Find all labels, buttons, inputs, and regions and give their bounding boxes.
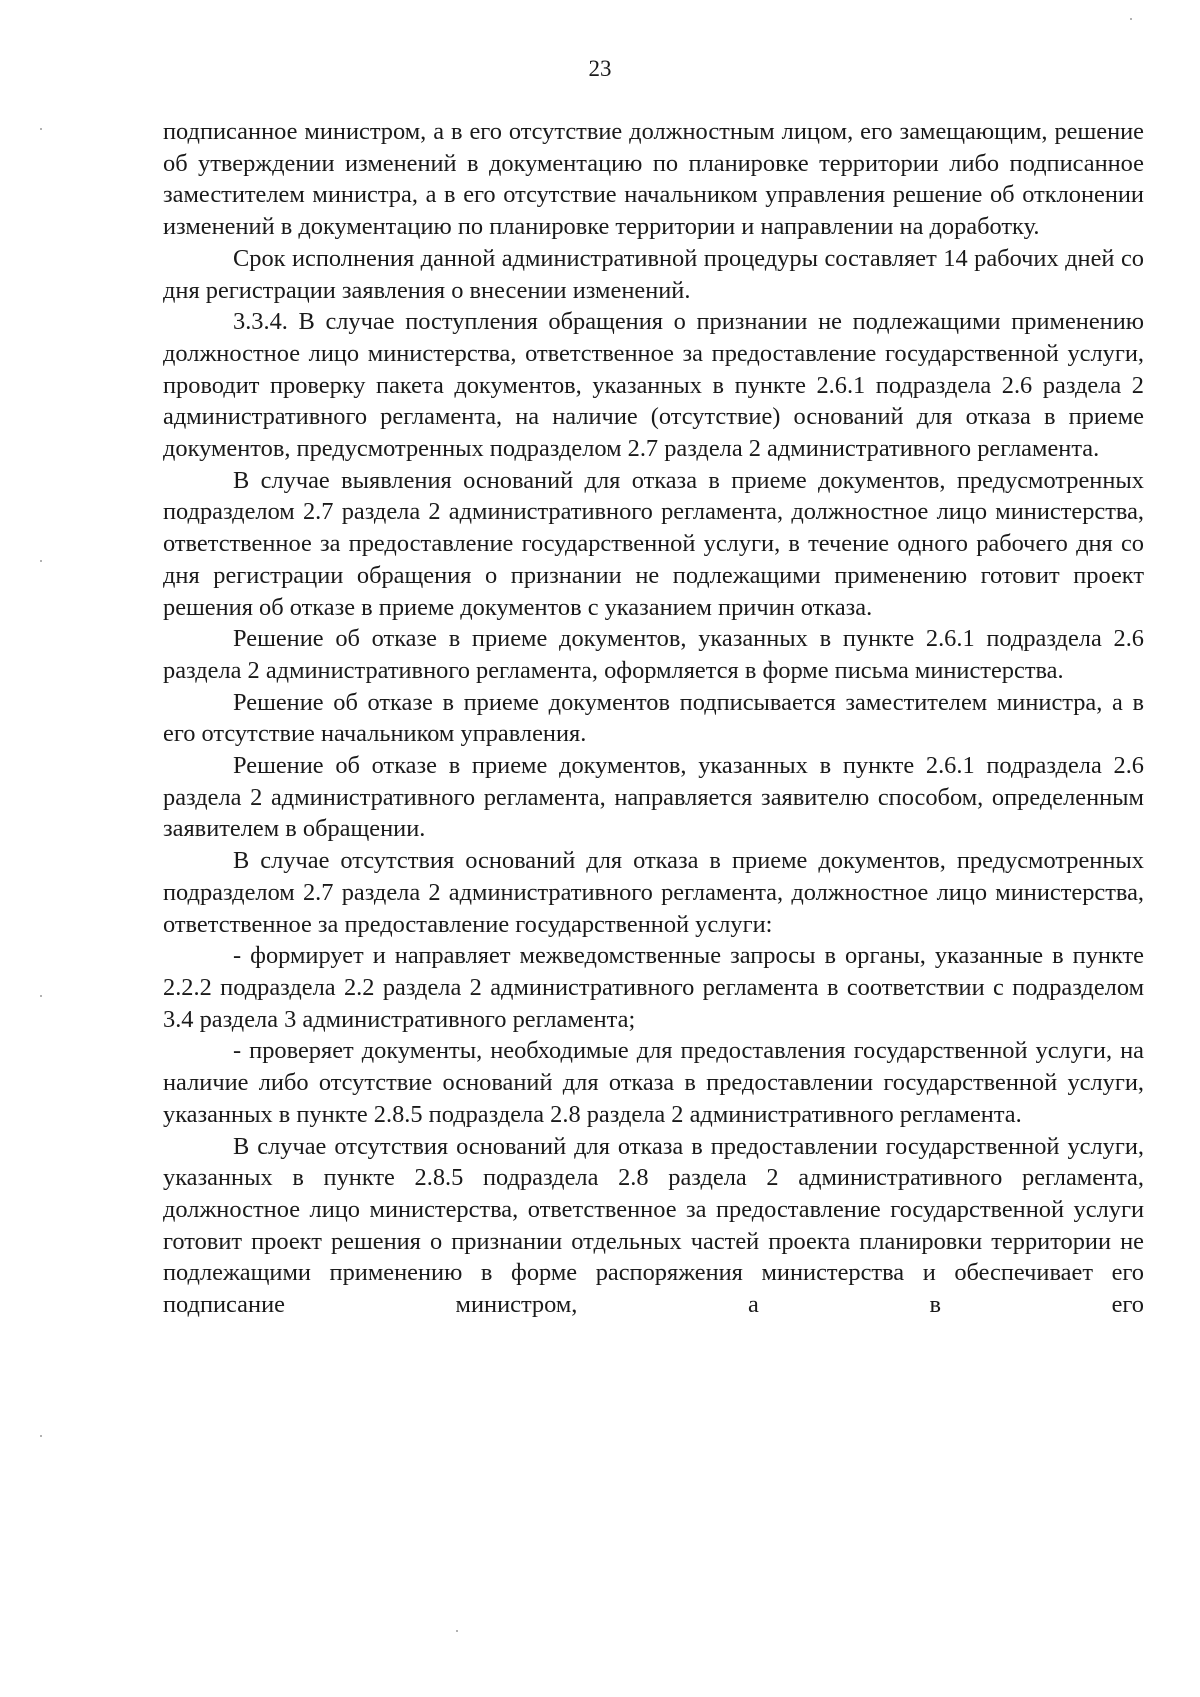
scan-speck bbox=[40, 128, 42, 130]
paragraph-refusal-signing: Решение об отказе в приеме документов подписывается заместителем министра, а в его отсутствие начальником управления. bbox=[163, 688, 1144, 748]
paragraph-refusal-delivery: Решение об отказе в приеме документов, указанных в пункте 2.6.1 подраздела 2.6 раздела 2 административного регламента, направляется заявителю способом, определенным заявителем в обращении. bbox=[163, 752, 1144, 843]
scan-speck bbox=[40, 995, 42, 997]
list-item-document-check: - проверяет документы, необходимые для предоставления государственной услуги, на наличие либо отсутствие оснований для отказа в предоставлении государственной услуги, указанных в пункте 2.8.5 подраздела 2.8 раздела 2 административного регламента. bbox=[163, 1037, 1144, 1128]
scan-speck bbox=[40, 560, 42, 562]
page-number: 23 bbox=[588, 56, 612, 81]
paragraph-no-refusal-grounds: В случае отсутствия оснований для отказа в приеме документов, предусмотренных подразделом 2.7 раздела 2 административного регламента, должностное лицо министерства, ответственное за предоставление государственной услуги: bbox=[163, 847, 1144, 938]
scan-speck bbox=[1130, 18, 1132, 20]
paragraph-continuation: подписанное министром, а в его отсутствие должностным лицом, его замещающим, решение об утверждении изменений в документацию по планировке территории либо подписанное заместителем министра, а в его отсутствие начальником управления решение об отклонении изменений в документацию по планировке территории и направлении на доработку. bbox=[163, 118, 1144, 241]
list-item-requests: - формирует и направляет межведомственные запросы в органы, указанные в пункте 2.2.2 подраздела 2.2 раздела 2 административного регламента в соответствии с подразделом 3.4 раздела 3 административного регламента; bbox=[163, 942, 1144, 1033]
paragraph-deadline: Срок исполнения данной административной процедуры составляет 14 рабочих дней со дня регистрации заявления о внесении изменений. bbox=[163, 244, 1144, 304]
paragraph-refusal-form: Решение об отказе в приеме документов, указанных в пункте 2.6.1 подраздела 2.6 раздела 2 административного регламента, оформляется в форме письма министерства. bbox=[163, 625, 1144, 684]
paragraph-decision-draft: В случае отсутствия оснований для отказа в предоставлении государственной услуги, указанных в пункте 2.8.5 подраздела 2.8 раздела 2 административного регламента, должностное лицо министерства, ответственное за предоставление государственной услуги готовит проект решения о признании отдельных частей проекта планировки территории не подлежащими применению в форме распоряжения министерства и обеспечивает его подписание министром, а в его bbox=[163, 1132, 1144, 1319]
scan-speck bbox=[40, 1435, 42, 1437]
paragraph-refusal-grounds: В случае выявления оснований для отказа в приеме документов, предусмотренных подразделом 2.7 раздела 2 административного регламента, должностное лицо министерства, ответственное за предоставление государственной услуги, в течение одного рабочего дня со дня регистрации обращения о признании не подлежащими применению готовит проект решения об отказе в приеме документов с указанием причин отказа. bbox=[163, 466, 1144, 621]
scan-speck bbox=[456, 1630, 458, 1632]
paragraph-3-3-4: 3.3.4. В случае поступления обращения о признании не подлежащими применению должностное лицо министерства, ответственное за предоставление государственной услуги, проводит проверку пакета документов, указанных в пункте 2.6.1 подраздела 2.6 раздела 2 административного регламента, на наличие (отсутствие) оснований для отказа в приеме документов, предусмотренных подразделом 2.7 раздела 2 административного регламента. bbox=[163, 308, 1144, 463]
document-body bbox=[163, 116, 1144, 1321]
